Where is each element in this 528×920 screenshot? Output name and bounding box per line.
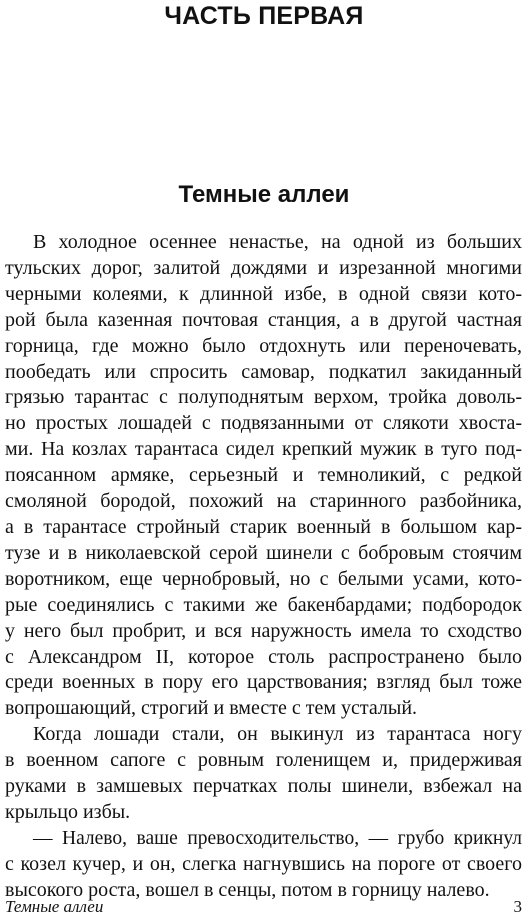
paragraph: [5, 826, 522, 904]
text-line: среди военных в пору его царствования; взгляд был тоже: [5, 671, 522, 694]
running-title: Темные аллеи: [5, 897, 104, 916]
part-title: ЧАСТЬ ПЕРВАЯ: [164, 2, 364, 30]
text-line: поясанном армяке, серьезный и темноликий, с редкой: [5, 464, 522, 487]
text-line: черными колеями, к длинной избе, в одной связи кото-: [5, 282, 522, 305]
text-line: — Налево, ваше превосходительство, — грубо крикнул: [33, 827, 522, 849]
text-line: ми. На козлах тарантаса сидел крепкий мужик в туго под-: [5, 438, 522, 461]
text-line: вопрошающий, строгий и вместе с тем усталый.: [5, 697, 418, 720]
text-line: рой была казенная почтовая станция, а в другой частная: [5, 308, 522, 331]
text-line: а в тарантасе стройный старик военный в большом кар-: [5, 515, 522, 538]
paragraph: [5, 230, 522, 722]
story-text: [5, 230, 522, 904]
text-line: горница, где можно было отдохнуть или переночевать,: [5, 334, 522, 357]
text-line: пообедать или спросить самовар, подкатил закиданный: [5, 360, 522, 383]
text-line: высокого роста, вошел в сенцы, потом в горницу налево.: [5, 878, 490, 901]
text-line: руками в замшевых перчатках полы шинели, взбежал на: [5, 775, 522, 798]
text-line: с Александром II, которое столь распространено было: [5, 645, 522, 668]
text-line: с козел кучер, и он, слегка нагнувшись на пороге от своего: [5, 852, 522, 875]
text-line: В холодное осеннее ненастье, на одной из больших: [33, 231, 522, 253]
text-line: тульских дорог, залитой дождями и изрезанной многими: [5, 256, 522, 279]
text-line: но простых лошадей с подвязанными от слякоти хвоста-: [5, 412, 522, 435]
text-line: Когда лошади стали, он выкинул из тарантаса ногу: [33, 723, 522, 746]
text-line: рые соединялись с такими же бакенбардами; подбородок: [5, 593, 522, 616]
text-line: воротником, еще чернобровый, но с белыми усами, кото-: [5, 567, 522, 590]
text-line: крыльцо избы.: [5, 800, 131, 823]
text-line: в военном сапоге с ровным голенищем и, придерживая: [5, 749, 522, 772]
text-line: у него был пробрит, и вся наружность имела то сходство: [5, 619, 522, 642]
page-number: 3: [513, 897, 522, 916]
text-line: тузе и в николаевской серой шинели с бобровым стоячим: [5, 541, 522, 564]
story-title: Темные аллеи: [178, 181, 350, 208]
text-line: смоляной бородой, похожий на старинного разбойника,: [5, 490, 522, 513]
paragraph: [5, 722, 522, 826]
text-line: грязью тарантас с полуподнятым верхом, тройка доволь-: [5, 386, 522, 409]
page-footer: [5, 897, 522, 919]
